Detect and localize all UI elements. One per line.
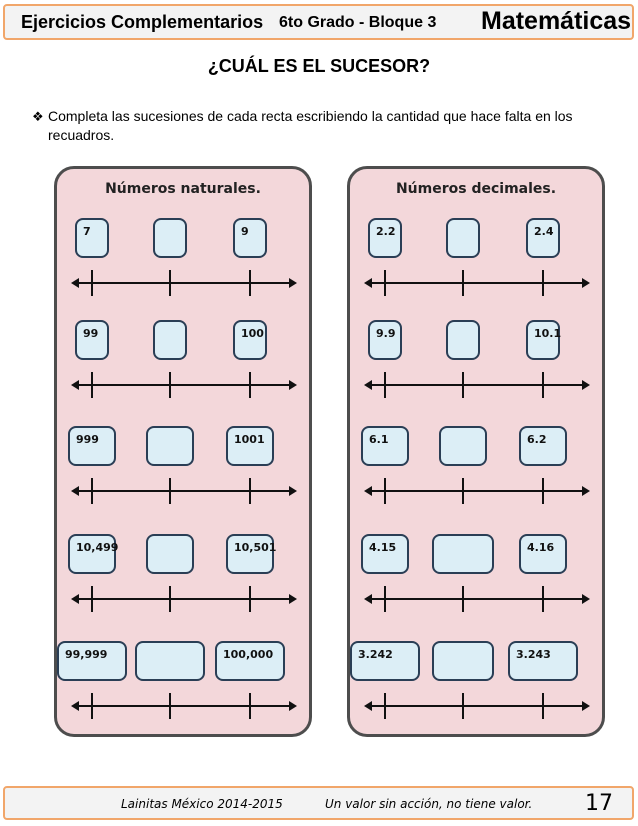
- number-box-last: 100,000: [215, 641, 285, 681]
- number-box-first: 3.242: [350, 641, 420, 681]
- arrow-left-icon: [71, 278, 79, 288]
- page-header: [3, 4, 634, 40]
- panel-decimal-numbers: [347, 166, 605, 737]
- number-box-first: 99: [75, 320, 109, 360]
- page-number: 17: [585, 791, 613, 816]
- arrow-left-icon: [364, 486, 372, 496]
- number-box-first: 999: [68, 426, 116, 466]
- arrow-left-icon: [71, 486, 79, 496]
- answer-box[interactable]: [446, 320, 480, 360]
- instruction-text: Completa las sucesiones de cada recta escribiendo la cantidad que hace falta en los recuadros.: [48, 108, 573, 143]
- header-subject: Matemáticas: [481, 7, 632, 35]
- page-title: ¿CUÁL ES EL SUCESOR?: [207, 56, 431, 76]
- number-line: [362, 476, 592, 506]
- answer-box[interactable]: [153, 218, 187, 258]
- number-box-last: 6.2: [519, 426, 567, 466]
- panel-natural-numbers: [54, 166, 312, 737]
- arrow-right-icon: [582, 486, 590, 496]
- number-box-first: 9.9: [368, 320, 402, 360]
- number-line: [69, 268, 299, 298]
- arrow-left-icon: [71, 594, 79, 604]
- arrow-right-icon: [582, 380, 590, 390]
- answer-box[interactable]: [153, 320, 187, 360]
- arrow-right-icon: [289, 380, 297, 390]
- arrow-right-icon: [289, 594, 297, 604]
- number-box-first: 99,999: [57, 641, 127, 681]
- number-line: [69, 691, 299, 721]
- panel-title: Números decimales.: [395, 181, 557, 197]
- number-line: [362, 370, 592, 400]
- arrow-right-icon: [289, 278, 297, 288]
- arrow-left-icon: [364, 278, 372, 288]
- arrow-left-icon: [71, 701, 79, 711]
- number-line: [69, 370, 299, 400]
- header-course: Ejercicios Complementarios: [21, 12, 264, 32]
- number-box-first: 2.2: [368, 218, 402, 258]
- arrow-right-icon: [582, 701, 590, 711]
- answer-box[interactable]: [146, 534, 194, 574]
- arrow-left-icon: [364, 701, 372, 711]
- arrow-left-icon: [364, 380, 372, 390]
- footer-motto: Un valor sin acción, no tiene valor.: [325, 797, 533, 811]
- number-line: [362, 584, 592, 614]
- diamond-bullet-icon: ❖: [32, 109, 44, 124]
- answer-box[interactable]: [135, 641, 205, 681]
- footer-credit: Lainitas México 2014-2015: [121, 797, 283, 811]
- answer-box[interactable]: [432, 534, 494, 574]
- answer-box[interactable]: [432, 641, 494, 681]
- number-box-first: 10,499: [68, 534, 116, 574]
- number-line: [362, 268, 592, 298]
- answer-box[interactable]: [439, 426, 487, 466]
- instruction: [32, 107, 608, 145]
- number-box-last: 2.4: [526, 218, 560, 258]
- number-box-last: 10,501: [226, 534, 274, 574]
- number-box-last: 3.243: [508, 641, 578, 681]
- arrow-right-icon: [582, 278, 590, 288]
- number-box-first: 6.1: [361, 426, 409, 466]
- arrow-right-icon: [289, 701, 297, 711]
- number-box-last: 10.1: [526, 320, 560, 360]
- arrow-left-icon: [364, 594, 372, 604]
- number-line: [69, 584, 299, 614]
- arrow-left-icon: [71, 380, 79, 390]
- panel-title: Números naturales.: [105, 181, 261, 197]
- number-line: [69, 476, 299, 506]
- arrow-right-icon: [582, 594, 590, 604]
- header-grade: 6to Grado - Bloque 3: [279, 14, 437, 31]
- number-box-last: 1001: [226, 426, 274, 466]
- number-box-first: 4.15: [361, 534, 409, 574]
- arrow-right-icon: [289, 486, 297, 496]
- number-box-last: 100: [233, 320, 267, 360]
- page-footer: [3, 786, 634, 820]
- number-box-last: 4.16: [519, 534, 567, 574]
- number-box-first: 7: [75, 218, 109, 258]
- number-line: [362, 691, 592, 721]
- number-box-last: 9: [233, 218, 267, 258]
- answer-box[interactable]: [446, 218, 480, 258]
- answer-box[interactable]: [146, 426, 194, 466]
